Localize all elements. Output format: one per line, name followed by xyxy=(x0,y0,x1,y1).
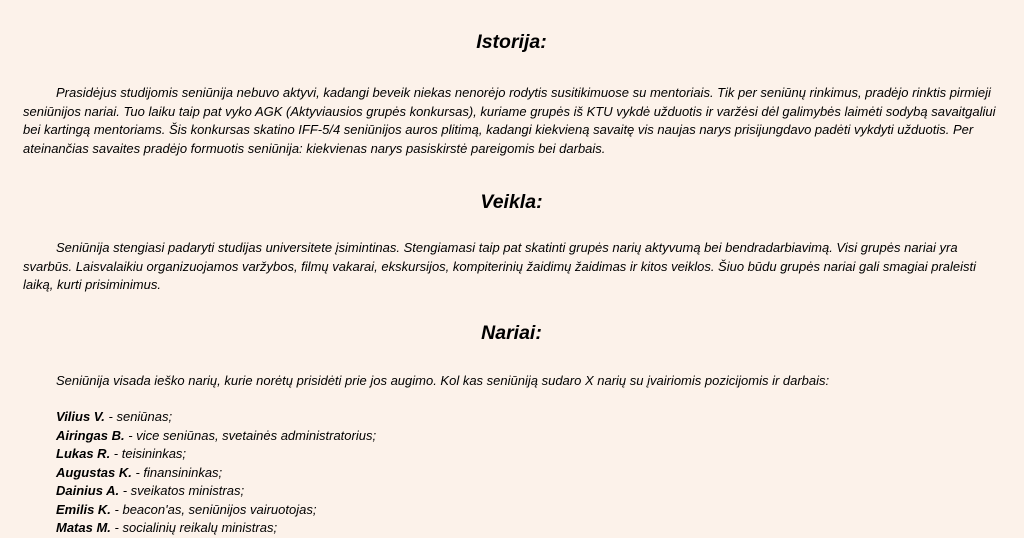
section-heading-nariai: Nariai: xyxy=(481,321,542,344)
member-role: - seniūnas; xyxy=(104,409,173,424)
member-role: - vice seniūnas, svetainės administratorius; xyxy=(124,427,377,443)
member-role: - finansininkas; xyxy=(131,464,223,480)
member-name: Lukas R. xyxy=(56,446,111,461)
member-item xyxy=(56,464,1000,483)
section-text-istorija: Prasidėjus studijomis seniūnija nebuvo aktyvi, kadangi beveik niekas nenorėjo rodytis susitikimuose su mentoriais. Tik per seniūnų rinkimus, pradėjo rinktis pirmieji seniūnijos nariai. Tuo laiku taip pat vyko AGK (Aktyviausios grupės konkursas), kuriame grupės iš KTU vykdė užduotis ir varžėsi dėl galimybės laimėti sodybą savaitgaliui bei kartingą mentoriams. Šis konkursas skatino IFF-5/4 seniūnijos auros plitimą, kadangi kiekvieną savaitę vis naujas narys prisijungdavo padėti vykdyti užduotis. Per ateinančias savaites pradėjo formuotis seniūnija: kiekvienas narys pasiskirstė pareigomis bei darbais. xyxy=(23,85,996,156)
member-name: Augustas K. xyxy=(56,464,132,480)
member-name: Matas M. xyxy=(56,520,111,535)
section-heading-veikla: Veikla: xyxy=(480,191,543,213)
section-text-nariai: Seniūnija visada ieško narių, kurie norėtų prisidėti prie jos augimo. Kol kas seniūniją sudaro X narių su įvairiomis pozicijomis ir darbais: xyxy=(56,372,830,388)
member-item xyxy=(56,445,1000,464)
member-name: Emilis K. xyxy=(56,501,111,517)
member-name: Airingas B. xyxy=(56,427,125,443)
section-heading-istorija: Istorija: xyxy=(476,31,547,53)
member-item xyxy=(56,519,1000,538)
section-text-veikla: Seniūnija stengiasi padaryti studijas universitete įsimintinas. Stengiamasi taip pat skatinti grupės narių aktyvumą bei bendradarbiavimą. Visi grupės nariai yra svarbūs. Laisvalaikiu organizuojamos varžybos, filmų vakarai, ekskursijos, kompiterinių žaidimų žaidimas ir kitos veiklos. Šiuo būdu grupės nariai gali smagiai praleisti laiką, kurti prisiminimus. xyxy=(23,240,977,292)
member-item xyxy=(56,482,1000,501)
member-role: - beacon'as, seniūnijos vairuotojas; xyxy=(110,501,317,517)
member-name: Dainius A. xyxy=(56,483,120,498)
member-item xyxy=(56,501,1000,520)
member-role: - socialinių reikalų ministras; xyxy=(110,520,278,535)
member-role: - teisininkas; xyxy=(110,446,187,461)
member-role: - sveikatos ministras; xyxy=(119,483,245,498)
member-item xyxy=(56,408,1000,427)
member-name: Vilius V. xyxy=(56,409,105,424)
members-list xyxy=(23,408,1000,538)
member-item xyxy=(56,427,1000,446)
